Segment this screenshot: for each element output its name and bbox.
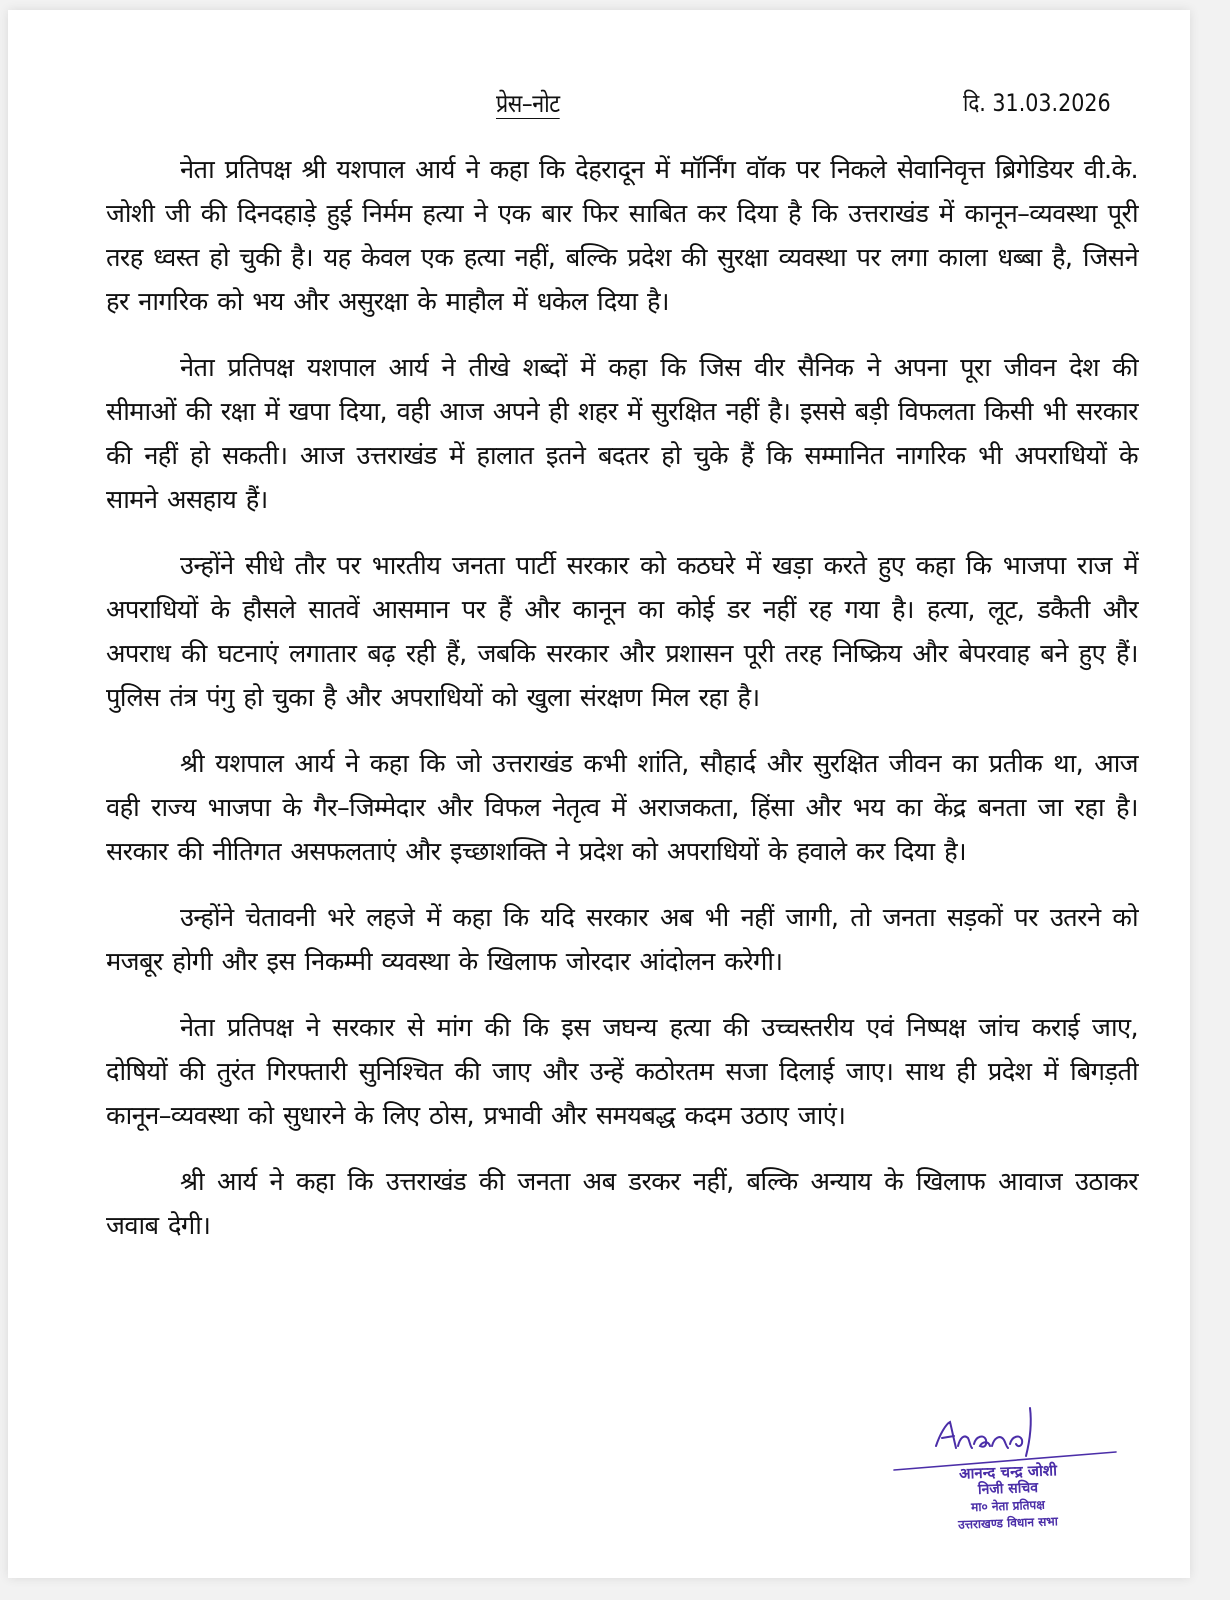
document-title: प्रेस–नोट [496,89,560,118]
paragraph-4: श्री यशपाल आर्य ने कहा कि जो उत्तराखंड कभी शांति, सौहार्द और सुरक्षित जीवन का प्रतीक था, आज वही राज्य भाजपा के गैर–जिम्मेदार और विफल नेतृत्व में अराजकता, हिंसा और भय का केंद्र बनता जा रहा है। सरकार की नीतिगत असफलताएं और इच्छाशक्ति ने प्रदेश को अपराधियों के हवाले कर दिया है। [106,749,1138,867]
signatory-assembly: उत्तराखण्ड विधान सभा [957,1514,1059,1532]
paragraph-2: नेता प्रतिपक्ष यशपाल आर्य ने तीखे शब्दों में कहा कि जिस वीर सैनिक ने अपना पूरा जीवन देश की सीमाओं की रक्षा में खपा दिया, वही आज अपने ही शहर में सुरक्षित नहीं है। इससे बड़ी विफलता किसी भी सरकार की नहीं हो सकती। आज उत्तराखंड में हालात इतने बदतर हो चुके हैं कि सम्मानित नागरिक भी अपराधियों के सामने असहाय हैं। [106,353,1138,515]
document-date: दि. 31.03.2026 [963,89,1111,117]
paragraph-3: उन्होंने सीधे तौर पर भारतीय जनता पार्टी सरकार को कठघरे में खड़ा करते हुए कहा कि भाजपा राज में अपराधियों के हौसले सातवें आसमान पर हैं और कानून का कोई डर नहीं रह गया है। हत्या, लूट, डकैती और अपराध की घटनाएं लगातार बढ़ रही हैं, जबकि सरकार और प्रशासन पूरी तरह निष्क्रिय और बेपरवाह बने हुए हैं। पुलिस तंत्र पंगु हो चुका है और अपराधियों को खुला संरक्षण मिल रहा है। [106,551,1138,713]
signatory-office: मा० नेता प्रतिपक्ष [970,1497,1046,1515]
press-note-page [8,10,1190,1578]
paragraph-6: नेता प्रतिपक्ष ने सरकार से मांग की कि इस जघन्य हत्या की उच्चस्तरीय एवं निष्पक्ष जांच कराई जाए, दोषियों की तुरंत गिरफ्तारी सुनिश्चित की जाए और उन्हें कठोरतम सजा दिलाई जाए। साथ ही प्रदेश में बिगड़ती कानून–व्यवस्था को सुधारने के लिए ठोस, प्रभावी और समयबद्ध कदम उठाए जाएं। [106,1013,1138,1131]
signatory-designation: निजी सचिव [977,1479,1039,1499]
paragraph-5: उन्होंने चेतावनी भरे लहजे में कहा कि यदि सरकार अब भी नहीं जागी, तो जनता सड़कों पर उतरने को मजबूर होगी और इस निकम्मी व्यवस्था के खिलाफ जोरदार आंदोलन करेगी। [106,903,1138,977]
signature-block [884,1394,1124,1534]
signature-stamp [898,1461,1118,1532]
paragraph-1: नेता प्रतिपक्ष श्री यशपाल आर्य ने कहा कि देहरादून में मॉर्निंग वॉक पर निकले सेवानिवृत्त ब्रिगेडियर वी.के. जोशी जी की दिनदहाड़े हुई निर्मम हत्या ने एक बार फिर साबित कर दिया है कि उत्तराखंड में कानून–व्यवस्था पूरी तरह ध्वस्त हो चुकी है। यह केवल एक हत्या नहीं, बल्कि प्रदेश की सुरक्षा व्यवस्था पर लगा काला धब्बा है, जिसने हर नागरिक को भय और असुरक्षा के माहौल में धकेल दिया है। [106,155,1138,317]
signatory-name: आनन्द चन्द्र जोशी [958,1461,1058,1483]
paragraph-7: श्री आर्य ने कहा कि उत्तराखंड की जनता अब डरकर नहीं, बल्कि अन्याय के खिलाफ आवाज उठाकर जवाब देगी। [106,1167,1138,1241]
document-body [106,148,1138,1270]
